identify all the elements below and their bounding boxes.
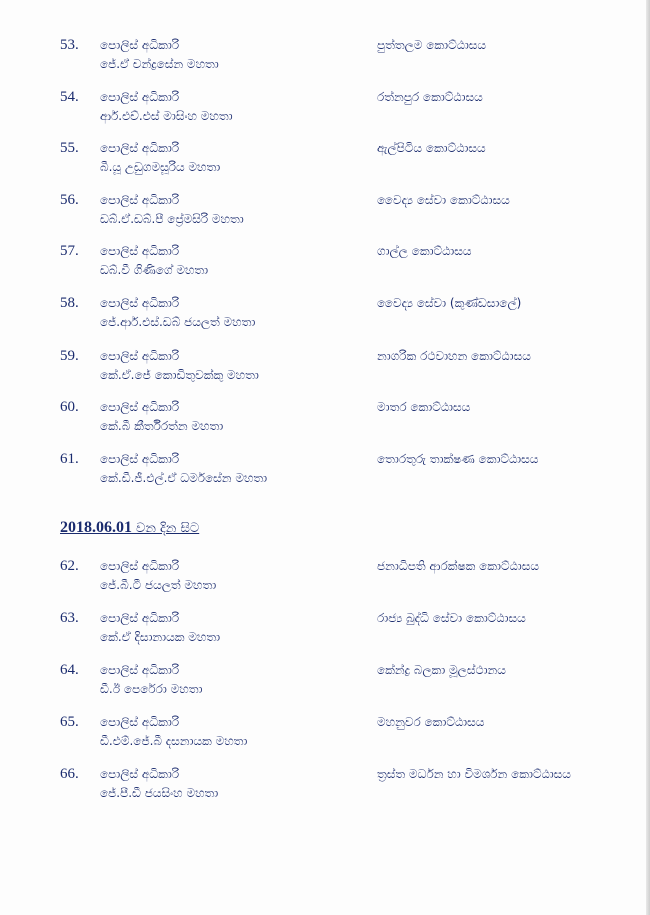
section-date: 2018.06.01 xyxy=(60,519,132,536)
list-item xyxy=(0,609,646,655)
entry-department: පුත්තලම කොට්ඨාසය xyxy=(377,38,487,52)
entry-name: කේ.ඒ.ජේ කොඩිතුවක්කු මහතා xyxy=(100,368,259,382)
section-suffix: වන දින සිට xyxy=(136,521,200,536)
list-item xyxy=(0,398,646,444)
entry-department: රත්නපුර කොට්ඨාසය xyxy=(377,90,483,104)
list-item xyxy=(0,557,646,603)
entry-rank: පොලිස් අධිකාරි xyxy=(100,296,180,310)
entry-number: 55. xyxy=(60,140,79,156)
entry-number: 65. xyxy=(60,714,79,730)
entry-number: 56. xyxy=(60,192,79,208)
list-item xyxy=(0,88,646,134)
entry-number: 62. xyxy=(60,558,79,574)
entry-number: 64. xyxy=(60,662,79,678)
list-item xyxy=(0,713,646,759)
entry-rank: පොලිස් අධිකාරි xyxy=(100,611,180,625)
entry-name: ජේ.ආර්.එස්.ඩබ් ජයලත් මහතා xyxy=(100,315,256,329)
entry-name: ජේ.ඒ චන්ද්‍රසේන මහතා xyxy=(100,57,219,71)
list-item xyxy=(0,450,646,496)
entry-rank: පොලිස් අධිකාරි xyxy=(100,244,180,258)
entry-number: 54. xyxy=(60,89,79,105)
list-item xyxy=(0,765,646,811)
entry-name: බී.යූ උඩුගමසූරිය මහතා xyxy=(100,160,221,174)
entry-number: 59. xyxy=(60,348,79,364)
entry-number: 66. xyxy=(60,766,79,782)
entry-rank: පොලිස් අධිකාරි xyxy=(100,193,180,207)
entry-department: මහනුවර කොට්ඨාසය xyxy=(377,715,485,729)
entry-name: කේ.ඒ දිසානායක මහතා xyxy=(100,630,221,644)
entry-department: වෛද්‍ය සේවා කොට්ඨාසය xyxy=(377,193,510,207)
page-edge xyxy=(646,0,650,915)
list-item xyxy=(0,347,646,393)
list-item xyxy=(0,36,646,82)
entry-name: ආර්.එච්.එස් මාසිංහ මහතා xyxy=(100,109,233,123)
entry-rank: පොලිස් අධිකාරි xyxy=(100,767,180,781)
entry-number: 63. xyxy=(60,610,79,626)
entry-name: ඩී.එම්.ජේ.බී දසනායක මහතා xyxy=(100,734,248,748)
entry-number: 61. xyxy=(60,451,79,467)
entry-name: ඩී.ඊ පෙරේරා මහතා xyxy=(100,682,203,696)
entry-department: ගාල්ල කොට්ඨාසය xyxy=(377,244,472,258)
entry-name: ඩබ්.වී ගිණිගේ මහතා xyxy=(100,263,209,277)
entry-department: ත්‍රස්ත මර්ධන හා විමර්ශන කොට්ඨාසය xyxy=(377,767,571,781)
entry-department: වෛද්‍ය සේවා (කුණ්ඩසාලේ) xyxy=(377,296,522,310)
list-item xyxy=(0,294,646,340)
entry-department: නාගරික රථවාහන කොට්ඨාසය xyxy=(377,349,531,363)
entry-rank: පොලිස් අධිකාරි xyxy=(100,400,180,414)
entry-department: තොරතුරු තාක්ෂණ කොට්ඨාසය xyxy=(377,452,539,466)
entry-department: ජනාධිපති ආරක්ෂක කොට්ඨාසය xyxy=(377,559,539,573)
entry-rank: පොලිස් අධිකාරි xyxy=(100,715,180,729)
entry-department: මාතර කොට්ඨාසය xyxy=(377,400,471,414)
entry-rank: පොලිස් අධිකාරි xyxy=(100,559,180,573)
entry-rank: පොලිස් අධිකාරි xyxy=(100,452,180,466)
entry-name: ඩබ්.ඒ.ඩබ්.පී ප්‍රේමසිරි මහතා xyxy=(100,212,244,226)
entry-name: කේ.ඩී.ජී.එල්.ඒ ධර්මසේන මහතා xyxy=(100,471,268,485)
entry-department: කේන්ද්‍ර බලකා මූලස්ථානය xyxy=(377,663,506,677)
entry-rank: පොලිස් අධිකාරි xyxy=(100,38,180,52)
list-item xyxy=(0,661,646,707)
section-heading xyxy=(60,518,199,539)
entry-number: 60. xyxy=(60,399,79,415)
entry-rank: පොලිස් අධිකාරි xyxy=(100,90,180,104)
entry-department: ඇල්පිටිය කොට්ඨාසය xyxy=(377,141,486,155)
entry-name: ජේ.බී.ටී ජයලත් මහතා xyxy=(100,578,217,592)
list-item xyxy=(0,139,646,185)
entry-number: 58. xyxy=(60,295,79,311)
entry-number: 57. xyxy=(60,243,79,259)
entry-rank: පොලිස් අධිකාරි xyxy=(100,141,180,155)
entry-name: කේ.බී කීර්තිරත්න මහතා xyxy=(100,419,224,433)
entry-department: රාජ්‍ය බුද්ධි සේවා කොට්ඨාසය xyxy=(377,611,526,625)
entry-rank: පොලිස් අධිකාරි xyxy=(100,663,180,677)
entry-rank: පොලිස් අධිකාරි xyxy=(100,349,180,363)
list-item xyxy=(0,242,646,288)
entry-name: ජේ.පී.ඩී ජයසිංහ මහතා xyxy=(100,786,219,800)
entry-number: 53. xyxy=(60,37,79,53)
list-item xyxy=(0,191,646,237)
